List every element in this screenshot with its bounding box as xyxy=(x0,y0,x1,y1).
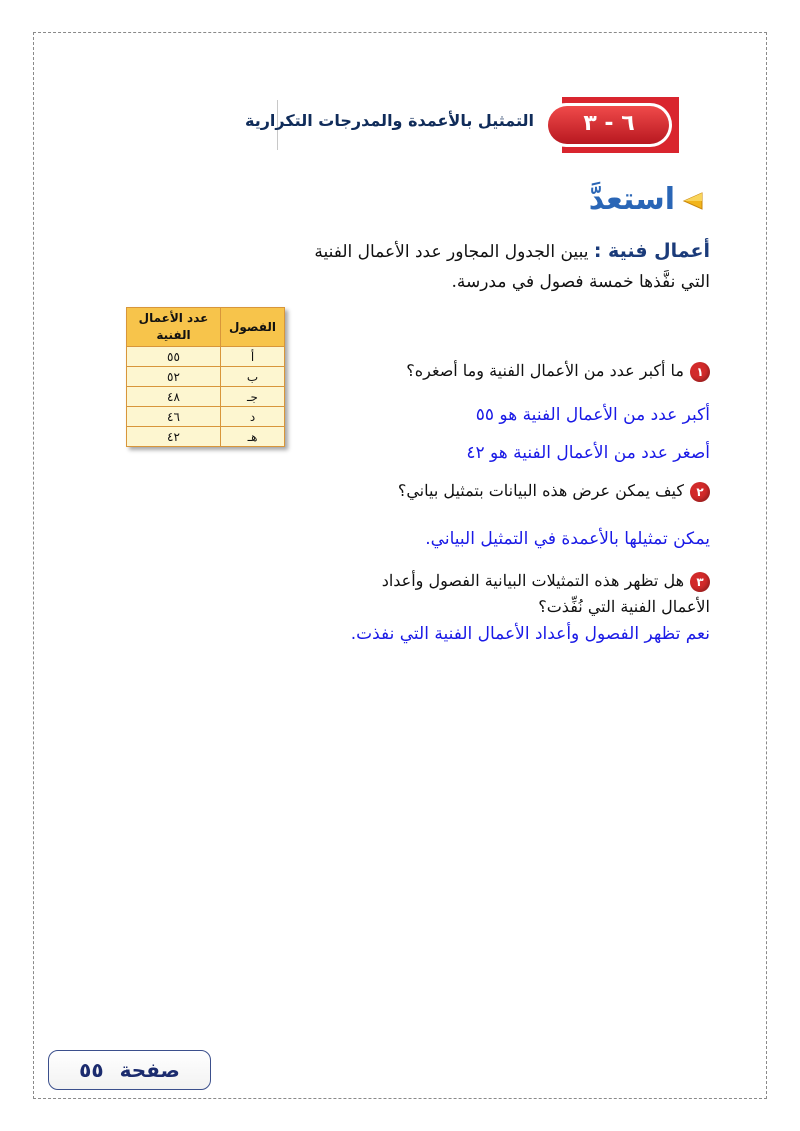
question-1 xyxy=(300,358,710,384)
answer-3: نعم تظهر الفصول وأعداد الأعمال الفنية التي نفذت. xyxy=(350,624,710,644)
answer-1-line-1: أكبر عدد من الأعمال الفنية هو ٥٥ xyxy=(475,405,710,425)
table-row xyxy=(127,347,285,367)
intro-label: أعمال فنية : xyxy=(593,240,710,262)
lesson-number-badge xyxy=(544,97,679,153)
table-row xyxy=(127,387,285,407)
answer-2: يمكن تمثيلها بالأعمدة في التمثيل البياني. xyxy=(425,529,710,549)
table-header-row xyxy=(127,308,285,347)
question-text: ما أكبر عدد من الأعمال الفنية وما أصغره؟ xyxy=(406,361,684,380)
page-number-box xyxy=(48,1050,211,1090)
page-number: ٥٥ xyxy=(79,1058,104,1082)
class-cell: ب xyxy=(221,367,285,387)
lesson-title: التمثيل بالأعمدة والمدرجات التكرارية xyxy=(245,111,534,130)
count-cell: ٥٢ xyxy=(127,367,221,387)
header-classes: الفصول xyxy=(221,308,285,347)
class-cell: أ xyxy=(221,347,285,367)
play-arrow-icon xyxy=(680,190,704,212)
question-number-icon: ٣ xyxy=(690,572,710,592)
table-row xyxy=(127,367,285,387)
art-works-table xyxy=(126,307,285,447)
count-cell: ٥٥ xyxy=(127,347,221,367)
ready-heading: استعدَّ xyxy=(588,182,675,217)
page-label: صفحة xyxy=(119,1058,180,1082)
question-number-icon: ١ xyxy=(690,362,710,382)
header-count: عدد الأعمال الفنية xyxy=(127,308,221,347)
count-cell: ٤٨ xyxy=(127,387,221,407)
question-3 xyxy=(330,568,710,620)
class-cell: جـ xyxy=(221,387,285,407)
question-text: كيف يمكن عرض هذه البيانات بتمثيل بياني؟ xyxy=(397,481,684,500)
class-cell: د xyxy=(221,407,285,427)
answer-1-line-2: أصغر عدد من الأعمال الفنية هو ٤٢ xyxy=(466,443,710,463)
intro-text: يبين الجدول المجاور عدد الأعمال الفنية التي نفَّذها خمسة فصول في مدرسة. xyxy=(314,242,710,292)
question-number-icon: ٢ xyxy=(690,482,710,502)
question-text: هل تظهر هذه التمثيلات البيانية الفصول وأعداد الأعمال الفنية التي نُفِّذت؟ xyxy=(381,571,710,616)
class-cell: هـ xyxy=(221,427,285,447)
intro-paragraph xyxy=(280,236,710,297)
count-cell: ٤٢ xyxy=(127,427,221,447)
lesson-number: ٦ - ٣ xyxy=(583,111,635,136)
question-2 xyxy=(300,478,710,504)
count-cell: ٤٦ xyxy=(127,407,221,427)
